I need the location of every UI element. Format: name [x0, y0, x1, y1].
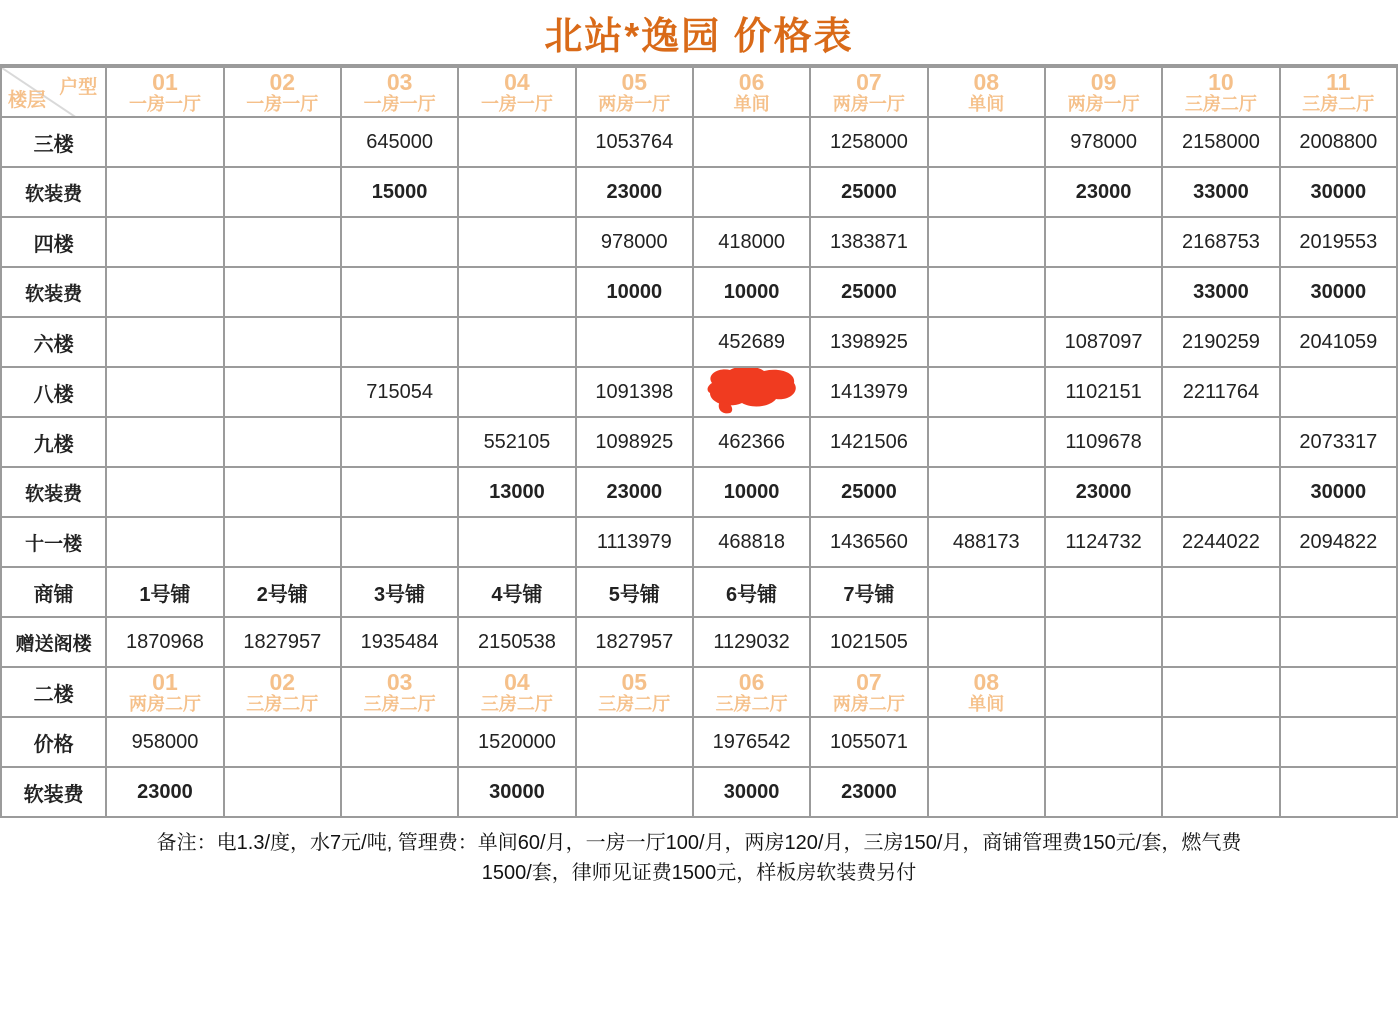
cell-sold	[1045, 267, 1162, 317]
cell-r0-c2: 645000	[341, 117, 458, 167]
cell-r0-c10: 2008800	[1280, 117, 1397, 167]
cell-sold	[458, 167, 575, 217]
cell-blank	[1162, 767, 1279, 817]
cell-empty	[1162, 617, 1279, 667]
cell-sold	[106, 117, 223, 167]
cell-blank	[1280, 667, 1397, 717]
shop-header-4: 4号铺	[458, 567, 575, 617]
cell-sold	[341, 517, 458, 567]
cell-r1-c4: 23000	[576, 167, 693, 217]
column-header-08: 08 单间	[928, 67, 1045, 117]
row-header: 九楼	[1, 417, 106, 467]
cell-r2-c9: 2168753	[1162, 217, 1279, 267]
cell-sold	[576, 317, 693, 367]
row-header: 十一楼	[1, 517, 106, 567]
cell-sold	[106, 467, 223, 517]
cell-r5-c6: 1413979	[810, 367, 927, 417]
cell-blank	[1045, 767, 1162, 817]
cell-sold	[106, 217, 223, 267]
shop-header-row	[1, 567, 1397, 617]
cell-sold	[693, 117, 810, 167]
second-floor-column-header-04: 04 三房二厅	[458, 667, 575, 717]
second-floor-fee-4: 30000	[458, 767, 575, 817]
cell-sold	[1162, 467, 1279, 517]
cell-sold	[928, 767, 1045, 817]
cell-sold	[224, 717, 341, 767]
cell-sold	[106, 417, 223, 467]
column-header-09: 09 两房一厅	[1045, 67, 1162, 117]
cell-sold	[458, 317, 575, 367]
cell-sold	[576, 717, 693, 767]
cell-r3-c9: 33000	[1162, 267, 1279, 317]
shop-value-3: 1935484	[341, 617, 458, 667]
cell-sold	[576, 767, 693, 817]
shop-value-1: 1870968	[106, 617, 223, 667]
cell-blank	[1162, 717, 1279, 767]
cell-sold	[458, 117, 575, 167]
cell-r4-c10: 2041059	[1280, 317, 1397, 367]
second-floor-price-label: 价格	[1, 717, 106, 767]
second-floor-price-6: 1976542	[693, 717, 810, 767]
price-table	[0, 66, 1398, 818]
second-floor-price-row	[1, 717, 1397, 767]
cell-sold	[928, 167, 1045, 217]
cell-r6-c3: 552105	[458, 417, 575, 467]
table-row	[1, 517, 1397, 567]
cell-empty	[1280, 567, 1397, 617]
cell-sold	[458, 267, 575, 317]
second-floor-fee-label: 软装费	[1, 767, 106, 817]
cell-r4-c8: 1087097	[1045, 317, 1162, 367]
cell-r0-c9: 2158000	[1162, 117, 1279, 167]
cell-sold	[224, 417, 341, 467]
cell-sold	[693, 167, 810, 217]
cell-r0-c4: 1053764	[576, 117, 693, 167]
cell-r1-c9: 33000	[1162, 167, 1279, 217]
second-floor-fee-6: 30000	[693, 767, 810, 817]
second-floor-column-header-05: 05 三房二厅	[576, 667, 693, 717]
row-header: 软装费	[1, 167, 106, 217]
cell-r2-c6: 1383871	[810, 217, 927, 267]
shop-value-5: 1827957	[576, 617, 693, 667]
cell-r8-c8: 1124732	[1045, 517, 1162, 567]
second-floor-fee-7: 23000	[810, 767, 927, 817]
cell-r8-c7: 488173	[928, 517, 1045, 567]
cell-r5-c9: 2211764	[1162, 367, 1279, 417]
second-floor-column-header-01: 01 两房二厅	[106, 667, 223, 717]
second-floor-price-4: 1520000	[458, 717, 575, 767]
second-floor-price-1: 958000	[106, 717, 223, 767]
cell-r0-c6: 1258000	[810, 117, 927, 167]
cell-r8-c9: 2244022	[1162, 517, 1279, 567]
cell-sold	[341, 217, 458, 267]
cell-sold	[341, 267, 458, 317]
cell-r5-c4: 1091398	[576, 367, 693, 417]
cell-sold	[458, 367, 575, 417]
cell-sold	[106, 317, 223, 367]
corner-label-bottom: 楼层	[8, 90, 47, 111]
cell-sold	[341, 467, 458, 517]
cell-r7-c4: 23000	[576, 467, 693, 517]
column-header-07: 07 两房一厅	[810, 67, 927, 117]
cell-sold	[341, 317, 458, 367]
second-floor-column-header-08: 08 单间	[928, 667, 1045, 717]
cell-sold	[928, 317, 1045, 367]
shop-header-6: 6号铺	[693, 567, 810, 617]
cell-sold	[224, 117, 341, 167]
notes-block	[0, 818, 1398, 1021]
row-header: 软装费	[1, 267, 106, 317]
cell-blank	[1280, 767, 1397, 817]
column-header-11: 11 三房二厅	[1280, 67, 1397, 117]
cell-r6-c4: 1098925	[576, 417, 693, 467]
cell-r6-c8: 1109678	[1045, 417, 1162, 467]
cell-blank	[1045, 717, 1162, 767]
column-header-06: 06 单间	[693, 67, 810, 117]
cell-r2-c10: 2019553	[1280, 217, 1397, 267]
shop-value-row-header: 赠送阁楼	[1, 617, 106, 667]
second-floor-column-header-06: 06 三房二厅	[693, 667, 810, 717]
table-row	[1, 117, 1397, 167]
cell-empty	[1045, 617, 1162, 667]
cell-r7-c5: 10000	[693, 467, 810, 517]
cell-sold	[1280, 367, 1397, 417]
second-floor-column-header-03: 03 三房二厅	[341, 667, 458, 717]
cell-r8-c10: 2094822	[1280, 517, 1397, 567]
cell-sold	[458, 517, 575, 567]
cell-r4-c6: 1398925	[810, 317, 927, 367]
shop-value-7: 1021505	[810, 617, 927, 667]
corner-label-top: 户型	[59, 77, 98, 98]
cell-sold	[1045, 217, 1162, 267]
cell-sold	[224, 217, 341, 267]
shop-header-2: 2号铺	[224, 567, 341, 617]
cell-sold	[224, 317, 341, 367]
column-header-10: 10 三房二厅	[1162, 67, 1279, 117]
cell-sold	[341, 417, 458, 467]
cell-r4-c5: 452689	[693, 317, 810, 367]
cell-r1-c10: 30000	[1280, 167, 1397, 217]
row-header: 六楼	[1, 317, 106, 367]
cell-r6-c10: 2073317	[1280, 417, 1397, 467]
cell-r2-c4: 978000	[576, 217, 693, 267]
column-header-01: 01 一房一厅	[106, 67, 223, 117]
cell-empty	[1280, 617, 1397, 667]
second-floor-header-row	[1, 667, 1397, 717]
cell-sold	[458, 217, 575, 267]
cell-sold	[106, 167, 223, 217]
cell-sold	[928, 467, 1045, 517]
cell-sold	[1162, 417, 1279, 467]
cell-r3-c4: 10000	[576, 267, 693, 317]
shop-value-row	[1, 617, 1397, 667]
table-row	[1, 267, 1397, 317]
shop-row-header: 商铺	[1, 567, 106, 617]
notes-line-1: 备注：电1.3/度，水7元/吨, 管理费：单间60/月，一房一厅100/月，两房120/月，三房150/月，商铺管理费150元/套，燃气费	[156, 832, 1242, 854]
cell-r8-c6: 1436560	[810, 517, 927, 567]
shop-header-1: 1号铺	[106, 567, 223, 617]
cell-r1-c8: 23000	[1045, 167, 1162, 217]
row-header: 八楼	[1, 367, 106, 417]
second-floor-column-header-07: 07 两房二厅	[810, 667, 927, 717]
cell-empty	[1045, 567, 1162, 617]
cell-sold	[928, 417, 1045, 467]
corner-header	[1, 67, 106, 117]
cell-sold	[224, 467, 341, 517]
scribble-mark	[700, 367, 804, 417]
cell-r5-c2: 715054	[341, 367, 458, 417]
shop-header-3: 3号铺	[341, 567, 458, 617]
cell-r7-c6: 25000	[810, 467, 927, 517]
row-header: 软装费	[1, 467, 106, 517]
row-header: 三楼	[1, 117, 106, 167]
table-row	[1, 417, 1397, 467]
cell-sold	[224, 167, 341, 217]
cell-sold	[341, 767, 458, 817]
cell-sold	[928, 367, 1045, 417]
cell-sold	[224, 517, 341, 567]
cell-sold	[341, 717, 458, 767]
table-header-row	[1, 67, 1397, 117]
cell-sold	[224, 267, 341, 317]
cell-r1-c6: 25000	[810, 167, 927, 217]
cell-r8-c4: 1113979	[576, 517, 693, 567]
cell-r6-c5: 462366	[693, 417, 810, 467]
page-title: 北站*逸园 价格表	[544, 15, 854, 58]
cell-r3-c6: 25000	[810, 267, 927, 317]
title-bar	[0, 0, 1398, 66]
table-row	[1, 467, 1397, 517]
column-header-03: 03 一房一厅	[341, 67, 458, 117]
cell-sold	[224, 767, 341, 817]
second-floor-fee-row	[1, 767, 1397, 817]
table-row	[1, 167, 1397, 217]
cell-blank	[1045, 667, 1162, 717]
cell-r6-c6: 1421506	[810, 417, 927, 467]
cell-r4-c9: 2190259	[1162, 317, 1279, 367]
shop-header-5: 5号铺	[576, 567, 693, 617]
cell-empty	[928, 567, 1045, 617]
cell-r2-c5: 418000	[693, 217, 810, 267]
second-floor-column-header-02: 02 三房二厅	[224, 667, 341, 717]
cell-r1-c2: 15000	[341, 167, 458, 217]
cell-sold	[928, 717, 1045, 767]
row-header: 四楼	[1, 217, 106, 267]
notes-line-2: 1500/套，律师见证费1500元，样板房软装费另付	[481, 862, 917, 884]
cell-sold	[928, 217, 1045, 267]
cell-scribble	[693, 367, 810, 417]
cell-empty	[1162, 567, 1279, 617]
shop-value-4: 2150538	[458, 617, 575, 667]
cell-empty	[928, 617, 1045, 667]
cell-r5-c8: 1102151	[1045, 367, 1162, 417]
cell-sold	[106, 267, 223, 317]
cell-r3-c5: 10000	[693, 267, 810, 317]
cell-r8-c5: 468818	[693, 517, 810, 567]
table-row	[1, 317, 1397, 367]
cell-sold	[106, 517, 223, 567]
shop-value-6: 1129032	[693, 617, 810, 667]
cell-blank	[1280, 717, 1397, 767]
column-header-04: 04 一房一厅	[458, 67, 575, 117]
column-header-05: 05 两房一厅	[576, 67, 693, 117]
cell-r7-c8: 23000	[1045, 467, 1162, 517]
shop-value-2: 1827957	[224, 617, 341, 667]
cell-r7-c10: 30000	[1280, 467, 1397, 517]
second-floor-price-7: 1055071	[810, 717, 927, 767]
table-row	[1, 367, 1397, 417]
second-floor-row-header: 二楼	[1, 667, 106, 717]
cell-r7-c3: 13000	[458, 467, 575, 517]
column-header-02: 02 一房一厅	[224, 67, 341, 117]
cell-sold	[928, 117, 1045, 167]
second-floor-fee-1: 23000	[106, 767, 223, 817]
cell-sold	[106, 367, 223, 417]
cell-sold	[224, 367, 341, 417]
table-row	[1, 217, 1397, 267]
cell-blank	[1162, 667, 1279, 717]
cell-sold	[928, 267, 1045, 317]
cell-r3-c10: 30000	[1280, 267, 1397, 317]
cell-r0-c8: 978000	[1045, 117, 1162, 167]
shop-header-7: 7号铺	[810, 567, 927, 617]
